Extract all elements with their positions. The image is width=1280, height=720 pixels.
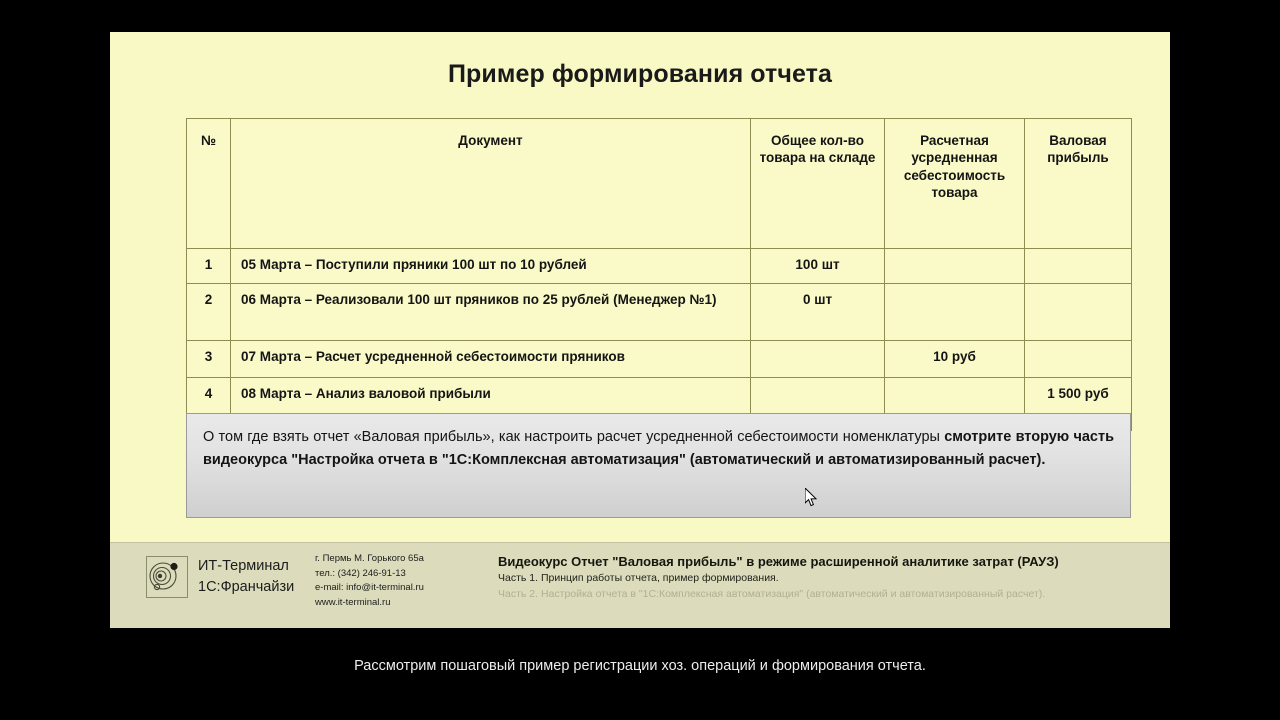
row-cost xyxy=(885,284,1025,341)
atom-orbit-icon xyxy=(146,556,188,598)
video-caption: Рассмотрим пошаговый пример регистрации хоз. операций и формирования отчета. xyxy=(354,658,926,674)
column-header-quantity: Общее кол-во товара на складе xyxy=(751,119,885,249)
row-cost xyxy=(885,249,1025,284)
contact-phone: тел.: (342) 246-91-13 xyxy=(315,567,406,579)
info-note-text xyxy=(203,426,1114,473)
table-row xyxy=(187,249,1132,284)
row-document: 07 Марта – Расчет усредненной себестоимости пряников xyxy=(231,341,751,378)
row-quantity xyxy=(751,341,885,378)
table-header-row xyxy=(187,119,1132,249)
row-number: 3 xyxy=(187,341,231,378)
column-header-document: Документ xyxy=(231,119,751,249)
footer-branding xyxy=(146,556,294,598)
slide-footer xyxy=(110,542,1170,628)
row-cost: 10 руб xyxy=(885,341,1025,378)
row-number: 4 xyxy=(187,378,231,431)
row-document: 06 Марта – Реализовали 100 шт пряников по 25 рублей (Менеджер №1) xyxy=(231,284,751,341)
page-title: Пример формирования отчета xyxy=(447,60,833,88)
company-name-line-1: ИТ-Терминал xyxy=(198,558,289,575)
contact-website[interactable]: www.it-terminal.ru xyxy=(315,597,391,609)
company-name xyxy=(198,556,294,597)
report-example-table xyxy=(186,118,1132,431)
column-header-number: № xyxy=(187,119,231,249)
row-number: 2 xyxy=(187,284,231,341)
row-profit xyxy=(1025,284,1132,341)
note-segment-bold: смотрите вторую часть видеокурса "Настройка отчета в "1С:Комплексная автоматизация" (автоматический и автоматизированный расчет). xyxy=(203,429,1115,469)
footer-course-info xyxy=(498,553,1059,603)
contact-address: г. Пермь М. Горького 65а xyxy=(315,553,424,564)
table-row xyxy=(187,284,1132,341)
row-quantity: 0 шт xyxy=(751,284,885,341)
course-part-2: Часть 2. Настройка отчета в "1С:Комплексная автоматизация" (автоматический и автоматизированный расчет). xyxy=(498,587,1046,600)
table-row xyxy=(187,341,1132,378)
contact-email[interactable]: e-mail: info@it-terminal.ru xyxy=(315,582,424,594)
row-document: 05 Марта – Поступили пряники 100 шт по 10 рублей xyxy=(231,249,751,284)
course-title: Видеокурс Отчет "Валовая прибыль" в режиме расширенной аналитике затрат (РАУЗ) xyxy=(498,554,1059,569)
row-quantity: 100 шт xyxy=(751,249,885,284)
row-profit: 1 500 руб xyxy=(1025,378,1132,431)
row-number: 1 xyxy=(187,249,231,284)
presentation-slide xyxy=(110,32,1170,628)
column-header-cost: Расчетная усредненная себестоимость товара xyxy=(885,119,1025,249)
note-segment-regular: О том где взять отчет «Валовая прибыль», как настроить расчет усредненной себестоимости номенклатуры xyxy=(203,429,945,445)
row-profit xyxy=(1025,341,1132,378)
column-header-profit: Валовая прибыль xyxy=(1025,119,1132,249)
row-profit xyxy=(1025,249,1132,284)
course-part-1: Часть 1. Принцип работы отчета, пример формирования. xyxy=(498,572,779,585)
company-name-line-2: 1С:Франчайзи xyxy=(198,579,295,595)
footer-contacts xyxy=(315,552,424,611)
info-note-box xyxy=(186,413,1131,518)
row-document: 08 Марта – Анализ валовой прибыли xyxy=(231,378,751,431)
